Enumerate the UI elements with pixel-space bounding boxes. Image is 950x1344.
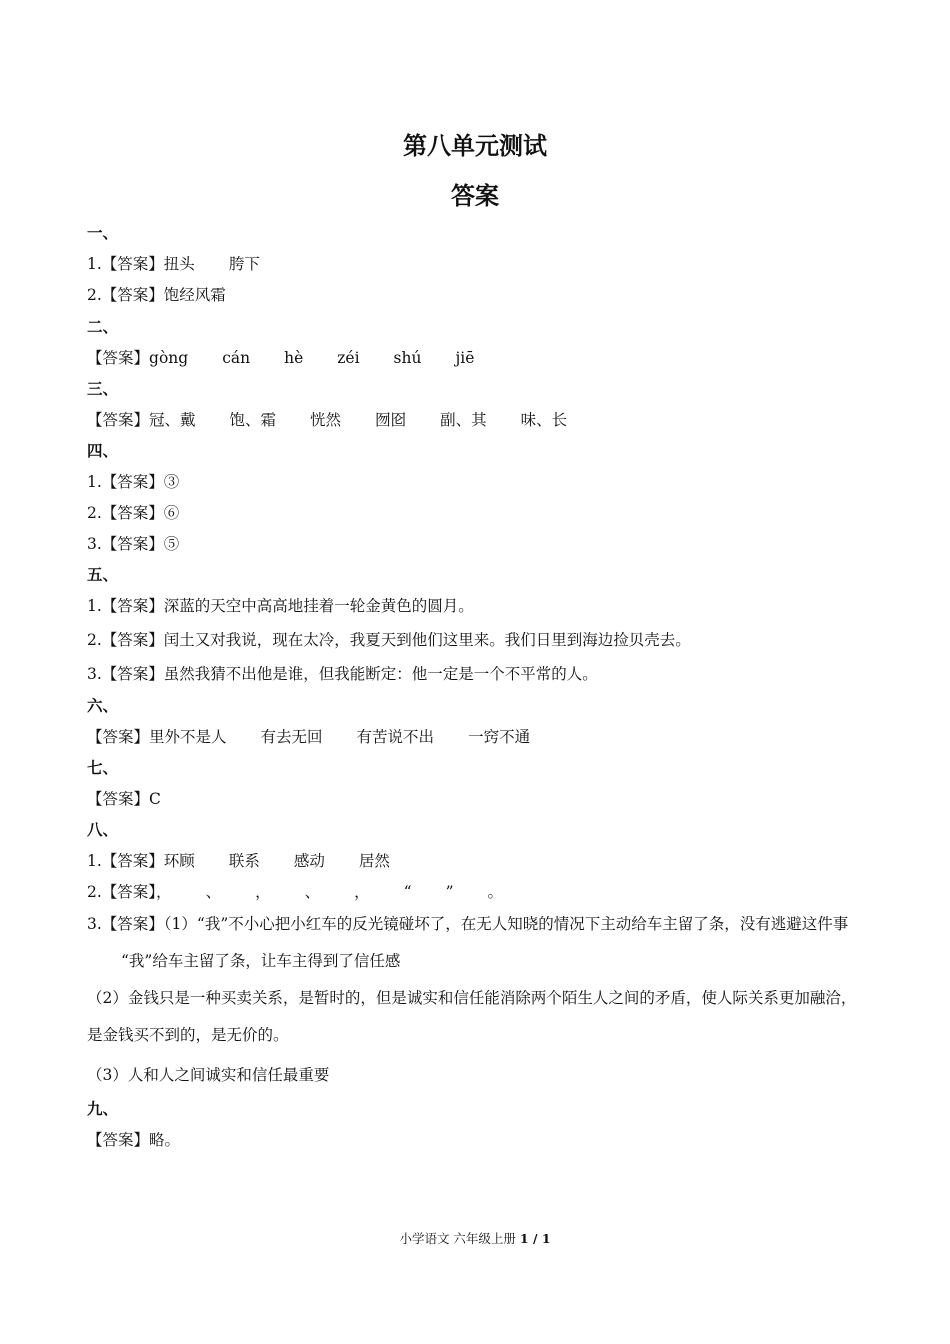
answer-item: 环顾	[163, 852, 195, 870]
punct-mark: ，	[354, 883, 370, 901]
punct-mark: ，	[255, 883, 271, 901]
answer-prefix: 1.【答案】	[87, 473, 164, 491]
punct-mark: 、	[205, 883, 222, 901]
answer-item: 胯下	[228, 255, 260, 273]
section-head-1: 一、	[87, 224, 119, 242]
answer-item: 扭头	[163, 255, 195, 273]
answer-1-1	[87, 252, 260, 274]
answer-prefix: 3.【答案】	[87, 915, 164, 933]
answer-prefix: 2.【答案】	[87, 883, 157, 901]
answer-prefix: 2.【答案】	[87, 504, 164, 522]
answer-prefix: 1.【答案】	[87, 255, 164, 273]
punct-mark: ”	[445, 883, 454, 901]
answer-prefix: 1.【答案】	[87, 852, 164, 870]
answer-item: 联系	[228, 852, 260, 870]
answer-text: 虽然我猜不出他是谁，但我能断定：他一定是一个不平常的人。	[163, 665, 598, 683]
pinyin-item: jiē	[455, 349, 475, 367]
answer-5-3	[87, 662, 598, 684]
answer-prefix: 1.【答案】	[87, 597, 164, 615]
answer-prefix: 【答案】	[87, 790, 150, 808]
section-head-7: 七、	[87, 759, 119, 777]
answer-item: 感动	[293, 852, 325, 870]
footer-text: 小学语文 六年级上册	[399, 1231, 520, 1246]
answer-prefix: 3.【答案】	[87, 665, 164, 683]
answer-9	[87, 1128, 180, 1150]
answer-4-3	[87, 532, 179, 554]
answer-text: 闰土又对我说，现在太冷，我夏天到他们这里来。我们日里到海边捡贝壳去。	[163, 631, 691, 649]
answer-5-1	[87, 594, 474, 616]
pinyin-item: cán	[222, 349, 251, 367]
page-number: 1 / 1	[519, 1231, 551, 1246]
doc-subtitle: 答案	[451, 182, 499, 210]
answer-item: 里外不是人	[149, 728, 227, 746]
answer-text: ③	[163, 473, 180, 491]
pinyin-item: hè	[284, 349, 304, 367]
answer-4-1	[87, 470, 179, 492]
answer-7	[87, 787, 161, 809]
punct-mark: “	[403, 883, 412, 901]
answer-text: 深蓝的天空中高高地挂着一轮金黄色的圆月。	[163, 597, 474, 615]
answer-paragraph: （1）“我”不小心把小红车的反光镜碰坏了，在无人知晓的情况下主动给车主留了条，没有逃避这件事	[163, 915, 849, 933]
answer-text: ⑥	[163, 504, 180, 522]
answer-item: 有苦说不出	[356, 728, 435, 746]
answer-prefix: 3.【答案】	[87, 535, 164, 553]
answer-text: 饱经风霜	[163, 286, 226, 304]
section-head-8: 八、	[87, 821, 119, 839]
answer-2	[87, 346, 474, 368]
section-head-6: 六、	[87, 697, 119, 715]
answer-prefix: 2.【答案】	[87, 286, 164, 304]
answer-prefix: 2.【答案】	[87, 631, 164, 649]
section-head-4: 四、	[87, 442, 119, 460]
section-head-3: 三、	[87, 380, 119, 398]
answer-item: 一窍不通	[468, 728, 531, 746]
answer-item: 味、长	[520, 411, 568, 429]
answer-paragraph: “我”给车主留了条，让车主得到了信任感	[121, 952, 401, 970]
answer-text: C	[149, 790, 161, 808]
answer-1-2	[87, 283, 226, 305]
section-head-2: 二、	[87, 318, 119, 336]
answer-8-1	[87, 849, 390, 871]
answer-item: 冠、戴	[149, 411, 196, 429]
answer-4-2	[87, 501, 179, 523]
answer-6	[87, 725, 530, 747]
answer-item: 有去无回	[260, 728, 323, 746]
page-footer	[0, 1229, 950, 1247]
pinyin-item: shú	[393, 349, 422, 367]
answer-prefix: 【答案】	[87, 728, 150, 746]
answer-8-2	[87, 880, 503, 902]
answer-8-3	[87, 906, 867, 980]
answer-prefix: 【答案】	[87, 411, 150, 429]
answer-item: 囫囵	[375, 411, 407, 429]
answer-text: 略。	[149, 1131, 181, 1149]
answer-prefix: 【答案】	[87, 349, 150, 367]
punct-mark: 。	[487, 883, 504, 901]
answer-text: ⑤	[163, 535, 180, 553]
answer-3	[87, 408, 567, 430]
answer-item: 居然	[358, 852, 390, 870]
punct-mark: 、	[304, 883, 321, 901]
doc-title: 第八单元测试	[403, 132, 547, 160]
pinyin-item: gòng	[149, 349, 189, 367]
answer-5-2	[87, 628, 691, 650]
pinyin-item: zéi	[337, 349, 360, 367]
answer-8-3-3: （3）人和人之间诚实和信任最重要	[87, 1066, 330, 1084]
punct-mark: ，	[156, 883, 172, 901]
answer-prefix: 【答案】	[87, 1131, 150, 1149]
answer-item: 副、其	[440, 411, 487, 429]
section-head-9: 九、	[87, 1100, 119, 1118]
section-head-5: 五、	[87, 566, 119, 584]
answer-item: 恍然	[310, 411, 342, 429]
answer-item: 饱、霜	[229, 411, 277, 429]
answer-8-3-2: （2）金钱只是一种买卖关系，是暂时的，但是诚实和信任能消除两个陌生人之间的矛盾，使人际关系更加融洽，是金钱买不到的，是无价的。	[87, 989, 857, 1044]
